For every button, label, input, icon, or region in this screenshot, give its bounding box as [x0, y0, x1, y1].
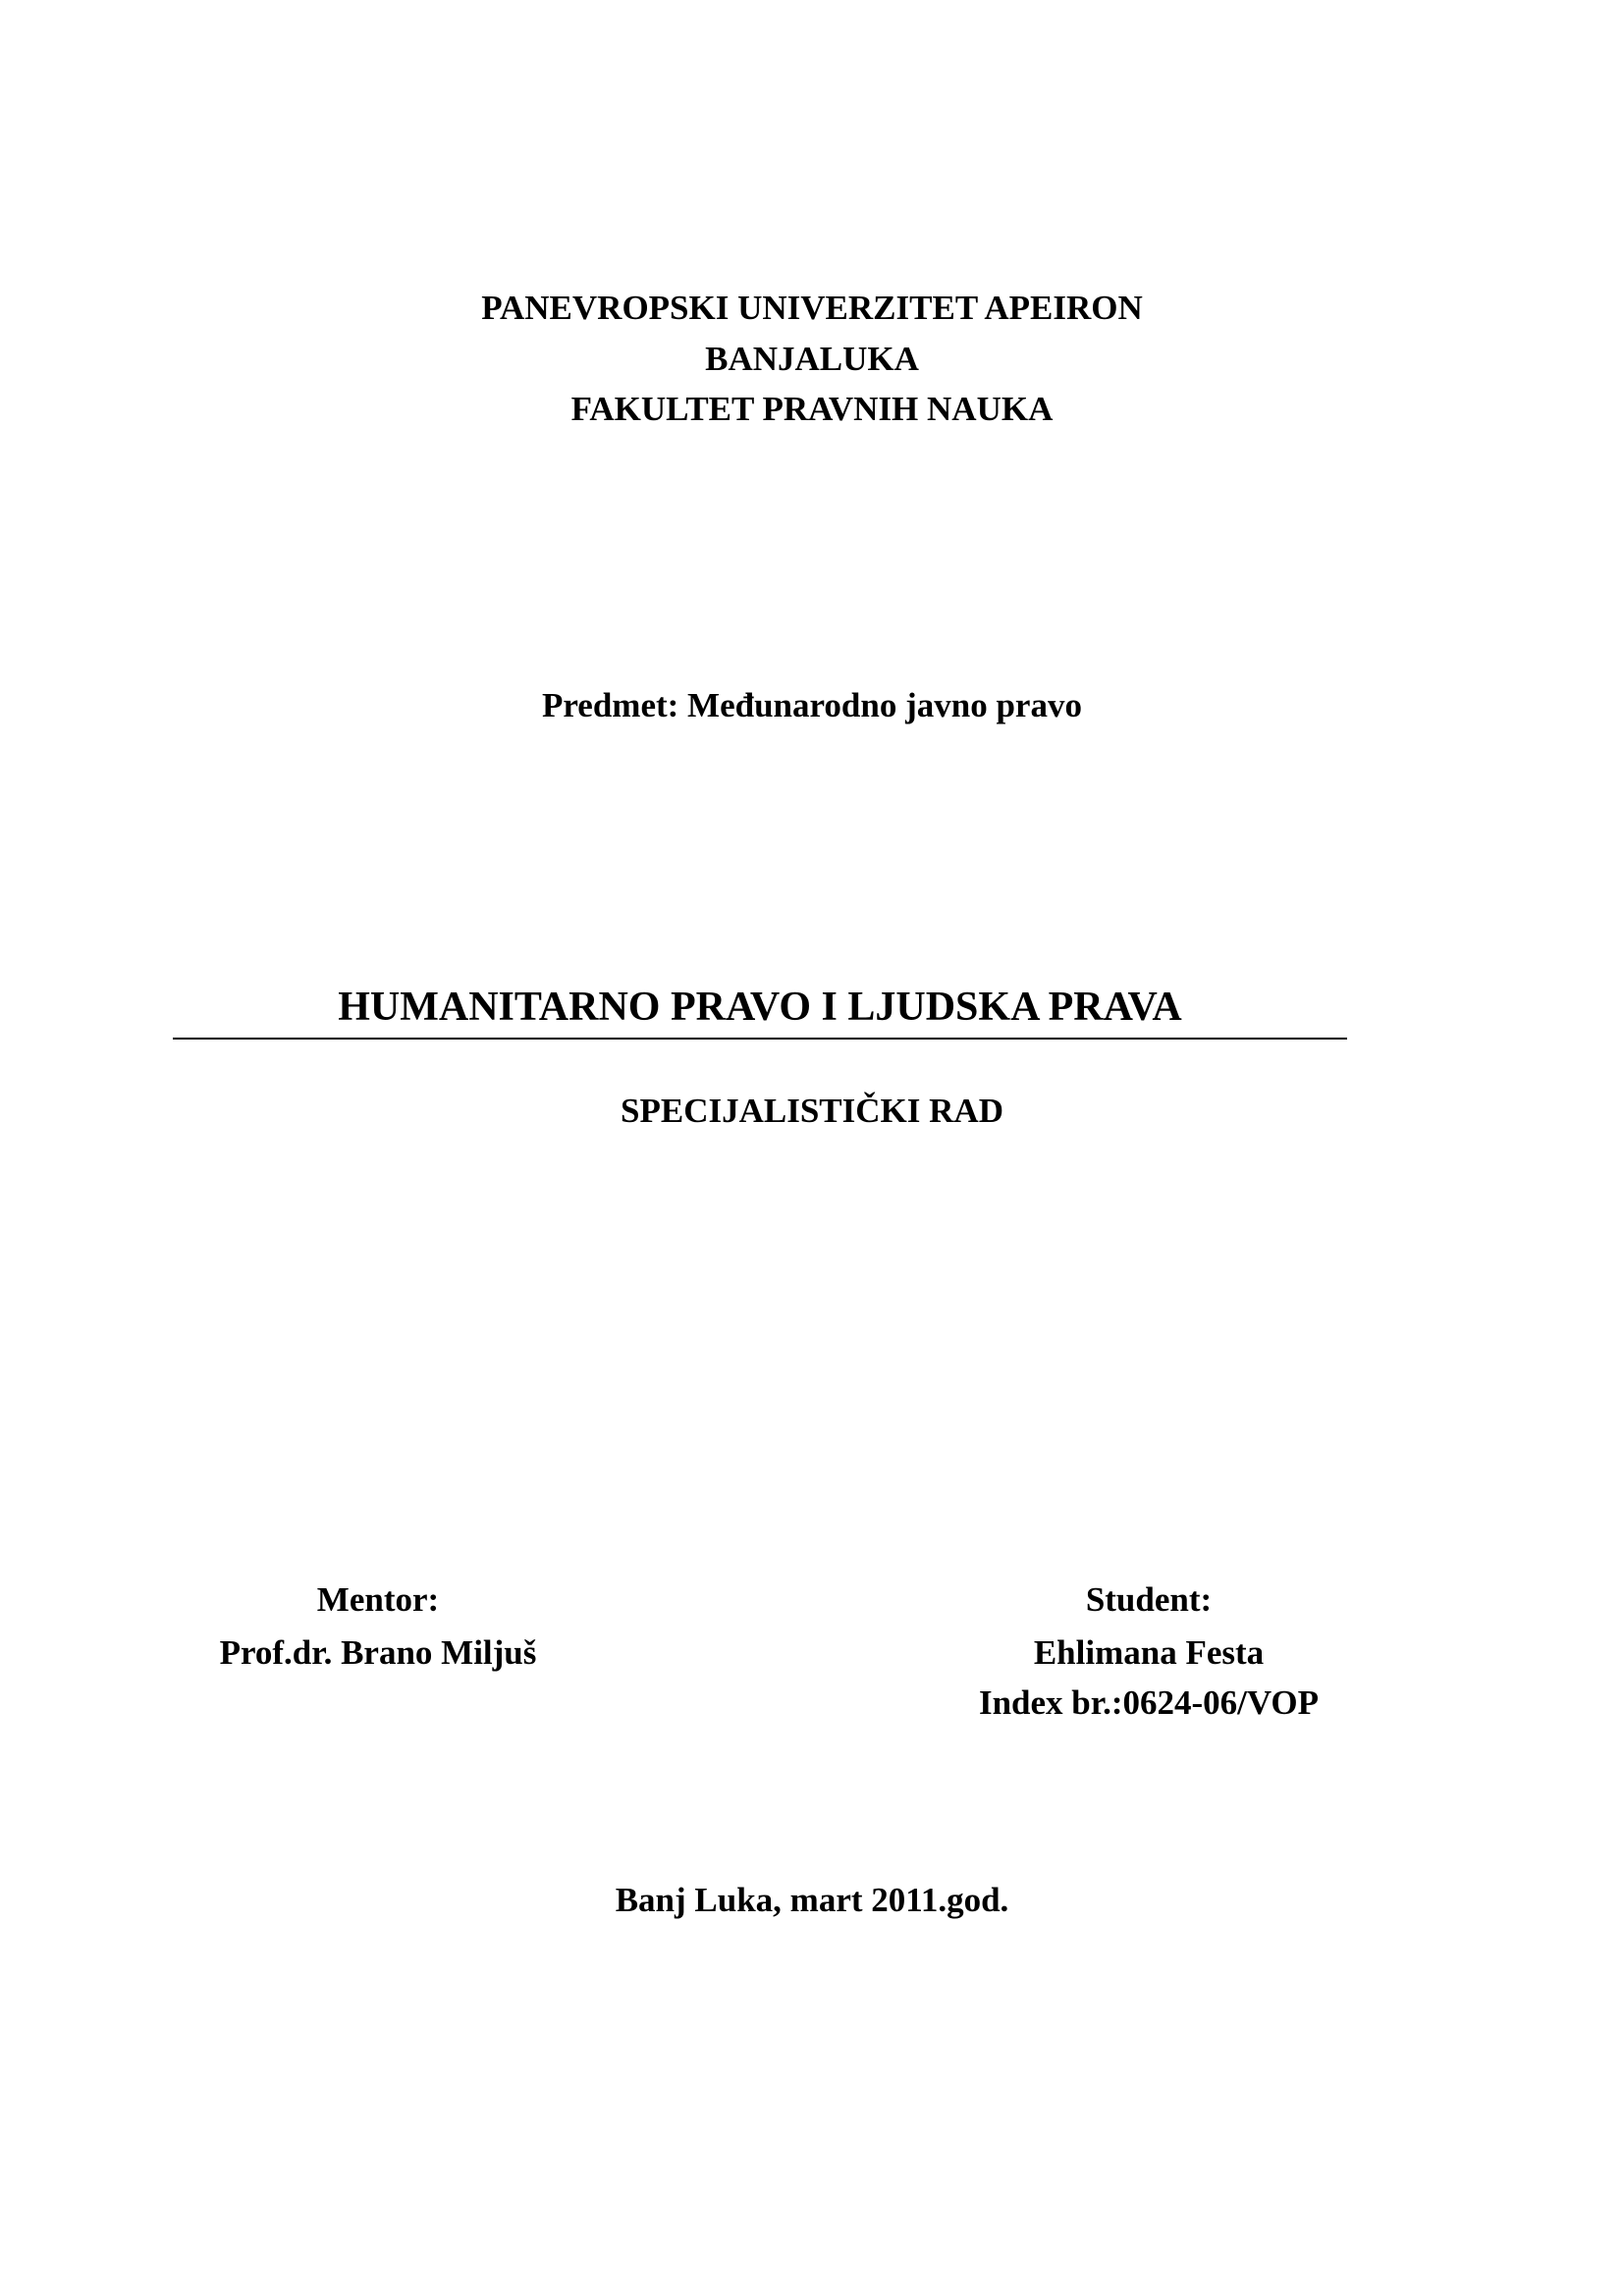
- title-underline: [173, 1038, 1347, 1040]
- faculty-name: FAKULTET PRAVNIH NAUKA: [570, 390, 1054, 428]
- thesis-title: HUMANITARNO PRAVO I LJUDSKA PRAVA: [338, 985, 1182, 1030]
- student-index: Index br.:0624-06/VOP: [978, 1683, 1320, 1722]
- mentor-label: Mentor:: [316, 1580, 440, 1619]
- subject-line: Predmet: Međunarodno javno pravo: [542, 686, 1082, 724]
- city-name: BANJALUKA: [705, 340, 919, 378]
- mentor-name: Prof.dr. Brano Miljuš: [219, 1633, 537, 1672]
- university-name: PANEVROPSKI UNIVERZITET APEIRON: [481, 289, 1143, 327]
- student-name: Ehlimana Festa: [1033, 1633, 1265, 1672]
- student-label: Student:: [1085, 1580, 1213, 1619]
- place-and-date: Banj Luka, mart 2011.god.: [615, 1881, 1009, 1919]
- thesis-type: SPECIJALISTIČKI RAD: [621, 1092, 1003, 1130]
